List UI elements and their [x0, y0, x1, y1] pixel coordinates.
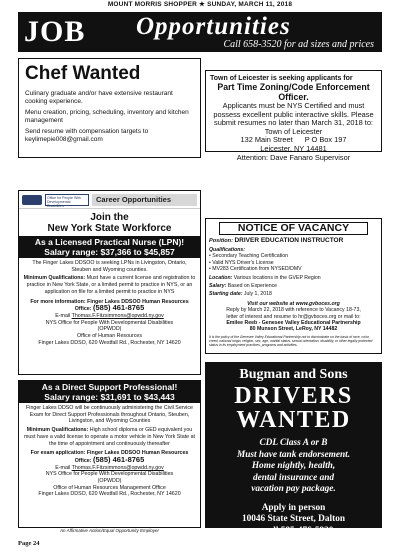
leicester-pobox: P O Box 197 — [304, 135, 347, 145]
lpn-head: As a Licensed Practical Nurse (LPN)! — [34, 237, 185, 247]
vacancy-website-link[interactable]: Visit our website at www.gvboces.org — [247, 300, 340, 307]
lpn-min: Minimum Qualifications: Must have a current license and registration to practice in New York State, or a limited permit to practice in NYS, or an application on file for a limited permit to practice in NYS — [23, 275, 196, 295]
leicester-city: Leicester, NY 14481 — [260, 143, 327, 153]
dsp-desc: Finger Lakes DDSO will be continuously administering the Civil Service Exam for Direct Support Professionals throughout Ontario, Steuben, Livingston, and Wyoming Counties — [26, 405, 193, 425]
chef-line: Send resume with compensation targets to keylimepie008@gmail.com — [25, 128, 149, 143]
vacancy-title: NOTICE OF VACANCY — [219, 222, 368, 235]
masthead: MOUNT MORRIS SHOPPER ★ SUNDAY, MARCH 11, 2018 — [107, 1, 293, 8]
lpn-salary: Salary range: $37,366 to $45,857 — [44, 247, 175, 257]
dsp-min: Minimum Qualifications: High school diploma or GED equivalent you must have a valid license to operate a motor vehicle in New York State at the time of appointment and continuously thereafter — [23, 427, 196, 447]
opwdd-logo-icon: Office for People With Developmental Disabilities — [45, 194, 89, 206]
banner-job: JOB — [24, 15, 86, 48]
leicester-position: Part Time Zoning/Code Enforcement Officer. — [217, 82, 370, 102]
banner-call: Call 658-3520 for ad sizes and prices — [223, 39, 374, 50]
bugman-drivers-ad — [205, 362, 382, 536]
dsp-ad — [18, 380, 201, 528]
dsp-office1: NYS Office for People With Developmental Disabilities — [45, 471, 174, 478]
vacancy-location: Location: Various locations in the GVEP Region — [209, 274, 321, 281]
vacancy-contact: Emilee Reeb - Genesee Valley Educational Partnership — [226, 320, 361, 327]
leicester-street: 132 Main Street — [240, 135, 293, 145]
lpn-office1: NYS Office for People With Developmental Disabilities — [45, 319, 174, 326]
dsp-office2: (OPWDD) — [97, 478, 122, 485]
dsp-email-link[interactable]: Thomas.F.Fitzsimmons@opwdd.ny.gov — [71, 464, 164, 471]
vacancy-qual-label: Qualifications: — [209, 247, 246, 253]
vacancy-reply1: Reply by March 22, 2018 with reference to Vacancy 18-73, — [226, 307, 361, 314]
dsp-email-line: E-mail Thomas.F.Fitzsimmons@opwdd.ny.gov — [55, 464, 164, 471]
nys-workforce-ad — [18, 190, 201, 375]
nys-logo-strip — [19, 191, 200, 209]
leicester-body: Applicants must be NYS Certified and must possess excellent public interactive skills. Please submit resumes no later than March 31, 2018 to: — [213, 101, 374, 128]
eeo-footer: An Affirmative Action/Equal Opportunity Employer — [60, 528, 159, 533]
join-heading-1: Join the — [90, 212, 129, 223]
vacancy-position: Position: DRIVER EDUCATION INSTRUCTOR — [209, 237, 344, 244]
vacancy-qual: • Valid NYS Driver's License — [209, 259, 274, 266]
lpn-office3: Office of Human Resources — [77, 333, 142, 340]
page-number: Page 24 — [18, 540, 40, 547]
career-opportunities-bar: Career Opportunities — [92, 194, 197, 206]
lpn-email-link[interactable]: Thomas.F.Fitzsimmons@opwdd.ny.gov — [71, 312, 164, 319]
bugman-apply: Apply in person 10046 State Street, Dalton or call 585-476-5920 — [241, 502, 346, 536]
chef-line: Culinary graduate and/or have extensive restaurant cooking experience. — [25, 90, 173, 105]
leicester-intro: Town of Leicester is seeking applicants for — [210, 75, 353, 82]
vacancy-fine-print: It is the policy of the Genesee Valley Educational Partnership not to discriminate on the basis of race, color, creed, national origin, religion, sex, age, marital status, sexual orientation, disability, or other legally protected status in its employment practices, programs and activities. — [209, 334, 373, 348]
lpn-office2: (OPWDD) — [97, 326, 122, 333]
job-opportunities-banner — [18, 12, 382, 52]
dsp-office4: Finger Lakes DDSO, 620 Westfall Rd., Rochester, NY 14620 — [38, 491, 181, 498]
dsp-bar — [19, 381, 200, 403]
lpn-email-line: E-mail Thomas.F.Fitzsimmons@opwdd.ny.gov — [55, 312, 164, 319]
dsp-head: As a Direct Support Professional! — [41, 382, 178, 392]
vacancy-qual: • Secondary Teaching Certification — [209, 253, 288, 260]
leicester-attention: Attention: Dave Fanaro Supervisor — [236, 152, 351, 162]
nys-logo-icon — [22, 195, 42, 205]
vacancy-salary: Salary: Based on Experience — [209, 283, 278, 290]
leicester-addressee: Town of Leicester — [264, 126, 323, 136]
bugman-drivers: DRIVERS — [234, 383, 353, 409]
vacancy-qual: • MV283 Certification from NYSED/DMV — [209, 266, 302, 273]
lpn-phone: (585) 461-8765 — [92, 303, 145, 313]
leicester-ad — [205, 70, 382, 162]
vacancy-contact-addr: 80 Munson Street, LeRoy, NY 14482 — [249, 326, 338, 333]
dsp-phone: (585) 461-8765 — [92, 454, 145, 464]
dsp-office3: Office of Human Resources Management Office — [53, 484, 166, 491]
vacancy-notice-ad — [205, 218, 382, 354]
bugman-reqs: CDL Class A or B Must have tank endorsement. Home nightly, health, dental insurance and vacation pay package. — [236, 438, 351, 494]
join-heading-2: New York State Workforce — [47, 223, 172, 234]
dsp-salary: Salary range: $31,691 to $43,443 — [44, 392, 175, 402]
chef-wanted-ad — [18, 58, 201, 158]
vacancy-start: Starting date: July 1, 2018 — [209, 291, 272, 298]
bugman-company: Bugman and Sons — [239, 367, 348, 382]
bugman-wanted: WANTED — [236, 407, 351, 433]
lpn-office4: Finger Lakes DDSO, 620 Westfall Rd., Rochester, NY 14620 — [38, 339, 181, 346]
lpn-bar — [19, 236, 200, 258]
lpn-desc: The Finger Lakes DDSOO is seeking LPNs in Livingston, Ontario, Steuben and Wyoming counties. — [32, 260, 187, 273]
banner-opportunities: Opportunities — [136, 13, 291, 40]
chef-title: Chef Wanted — [25, 63, 141, 84]
dsp-exam: For exam application: Finger Lakes DDSOO Human Resources Office: (585) 461-8765 — [30, 450, 189, 464]
vacancy-reply2: letter of interest and resume to hr@gvboces.org or mail to: — [226, 313, 361, 320]
chef-line: Menu creation, pricing, scheduling, inventory and kitchen management — [25, 109, 189, 124]
lpn-info: For more information: Finger Lakes DDSOO Human Resources Office: (585) 461-8765 — [30, 298, 189, 313]
